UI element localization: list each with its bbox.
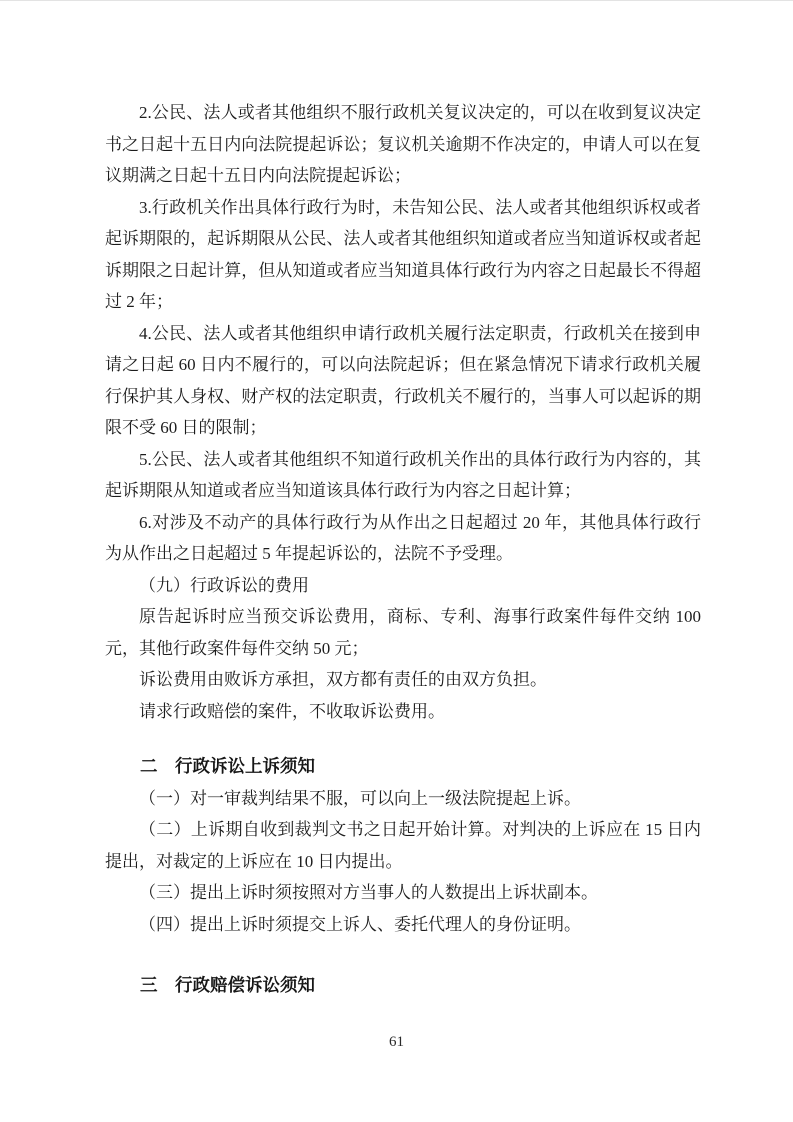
appeal-item-1-right-to-appeal: （一）对一审裁判结果不服，可以向上一级法院提起上诉。 [139, 788, 581, 808]
section-heading-compensation-notice: 三 行政赔偿诉讼须知 [140, 975, 315, 995]
fees-paragraph-prepayment: 原告起诉时应当预交诉讼费用，商标、专利、海事行政案件每件交纳 100 元，其他行政案件每件交纳 50 元； [105, 607, 701, 658]
fees-paragraph-losing-party: 诉讼费用由败诉方承担，双方都有责任的由双方负担。 [139, 670, 547, 689]
appeal-item-3-petition-copies: （三）提出上诉时须按照对方当事人的人数提出上诉状副本。 [139, 883, 598, 902]
paragraph-item-6-maximum-limits: 6.对涉及不动产的具体行政行为从作出之日起超过 20 年，其他具体行政行为从作出之日起超过 5 年提起诉讼的，法院不予受理。 [105, 512, 701, 563]
page-edge-line [0, 0, 793, 1]
paragraph-item-3-unnotified-right-deadline: 3.行政机关作出具体行政行为时，未告知公民、法人或者其他组织诉权或者起诉期限的，起诉期限从公民、法人或者其他组织知道或者应当知道诉权或者起诉期限之日起计算，但从知道或者应当知道具体行政行为内容之日起最长不得超过 2 年； [105, 197, 701, 311]
paragraph-item-5-unknown-content-deadline: 5.公民、法人或者其他组织不知道行政机关作出的具体行政行为内容的，其起诉期限从知道或者应当知道该具体行政行为内容之日起计算； [105, 449, 701, 500]
paragraph-item-2-review-decision-deadline: 2.公民、法人或者其他组织不服行政机关复议决定的，可以在收到复议决定书之日起十五日内向法院提起诉讼；复议机关逾期不作决定的，申请人可以在复议期满之日起十五日内向法院提起诉讼； [105, 103, 701, 185]
fees-paragraph-compensation-free: 请求行政赔偿的案件，不收取诉讼费用。 [139, 701, 445, 721]
fees-subheading: （九）行政诉讼的费用 [139, 575, 309, 595]
paragraph-item-4-nonperformance-deadline: 4.公民、法人或者其他组织申请行政机关履行法定职责，行政机关在接到申请之日起 60 日内不履行的，可以向法院起诉；但在紧急情况下请求行政机关履行保护其人身权、财产权的法定职责，行政机关不履行的，当事人可以起诉的期限不受 60 日的限制； [105, 323, 701, 437]
page-number: 61 [389, 1034, 404, 1050]
appeal-item-2-appeal-period: （二）上诉期自收到裁判文书之日起开始计算。对判决的上诉应在 15 日内提出，对裁定的上诉应在 10 日内提出。 [105, 820, 701, 871]
appeal-item-4-identity-proof: （四）提出上诉时须提交上诉人、委托代理人的身份证明。 [139, 914, 581, 934]
section-heading-appeal-notice: 二 行政诉讼上诉须知 [140, 756, 315, 776]
